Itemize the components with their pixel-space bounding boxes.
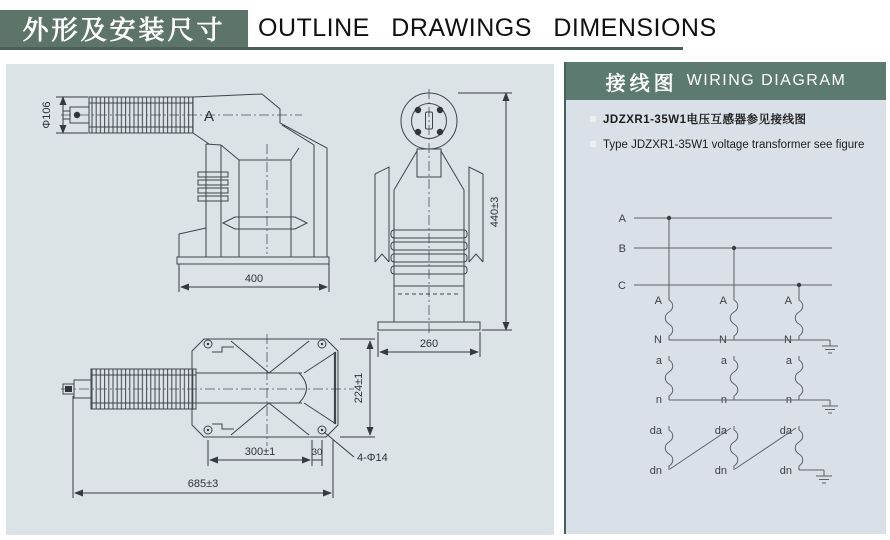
svg-text:a: a xyxy=(720,355,727,367)
dim-plan-total xyxy=(73,396,333,498)
svg-text:440±3: 440±3 xyxy=(489,196,501,228)
ground-symbol xyxy=(822,340,838,353)
page-title-zh: 外形及安装尺寸 xyxy=(22,15,226,45)
bus-lines xyxy=(618,213,832,292)
dim-front-width xyxy=(179,264,329,292)
svg-text:da: da xyxy=(779,425,792,437)
svg-text:dn: dn xyxy=(714,465,727,477)
svg-text:A: A xyxy=(654,295,662,307)
svg-text:n: n xyxy=(655,394,662,406)
svg-text:260: 260 xyxy=(419,338,439,350)
header-underline xyxy=(0,47,683,50)
outline-drawings-area xyxy=(6,64,554,535)
ground-symbol xyxy=(822,400,838,413)
dim-plan-span xyxy=(208,440,322,466)
page-title-en: OUTLINE DRAWINGS DIMENSIONS xyxy=(258,14,717,42)
svg-text:30: 30 xyxy=(311,447,323,458)
svg-text:N: N xyxy=(784,334,792,346)
wiring-title-en: WIRING DIAGRAM xyxy=(686,72,847,89)
bus-label-b: B xyxy=(618,243,626,255)
wiring-note-zh: JDZXR1-35W1电压互感器参见接线图 xyxy=(590,112,872,128)
primary-windings xyxy=(654,216,838,353)
wiring-title-zh: 接线图 xyxy=(605,72,678,95)
wiring-panel-header xyxy=(566,62,886,100)
svg-text:A: A xyxy=(719,295,727,307)
dim-side-height xyxy=(458,93,512,330)
svg-text:da: da xyxy=(714,425,727,437)
front-view xyxy=(41,94,329,292)
svg-text:224±1: 224±1 xyxy=(353,372,365,404)
svg-text:Φ106: Φ106 xyxy=(41,101,53,129)
terminal-label-front: A xyxy=(204,108,215,125)
wiring-schematic-svg xyxy=(566,100,888,534)
bus-label-c: C xyxy=(618,280,626,292)
svg-text:4-Φ14: 4-Φ14 xyxy=(357,452,388,464)
svg-text:dn: dn xyxy=(649,465,662,477)
side-view xyxy=(375,89,512,357)
terminal-dot xyxy=(74,112,80,118)
svg-text:da: da xyxy=(649,425,662,437)
secondary-windings xyxy=(656,355,838,413)
svg-text:n: n xyxy=(785,394,792,406)
svg-text:N: N xyxy=(719,334,727,346)
mounting-holes xyxy=(204,340,326,434)
ground-symbol xyxy=(816,470,832,483)
bushing-front xyxy=(89,97,193,133)
svg-text:n: n xyxy=(720,394,727,406)
svg-text:400: 400 xyxy=(244,273,264,285)
svg-text:a: a xyxy=(655,355,662,367)
wiring-panel xyxy=(564,62,886,534)
dim-side-width xyxy=(378,332,480,357)
page-title-zh-box xyxy=(0,10,248,47)
svg-text:300±1: 300±1 xyxy=(244,446,276,458)
svg-text:dn: dn xyxy=(779,465,792,477)
svg-text:N: N xyxy=(654,334,662,346)
wiring-note-en: Type JDZXR1-35W1 voltage transformer see figure xyxy=(590,137,872,153)
bus-label-a: A xyxy=(618,213,626,225)
plan-view xyxy=(61,334,388,498)
svg-text:A: A xyxy=(784,295,792,307)
dim-plan-depth xyxy=(340,339,375,437)
svg-text:685±3: 685±3 xyxy=(187,478,219,490)
outline-drawings-svg xyxy=(6,64,554,535)
tertiary-windings xyxy=(650,425,832,483)
svg-text:a: a xyxy=(785,355,792,367)
